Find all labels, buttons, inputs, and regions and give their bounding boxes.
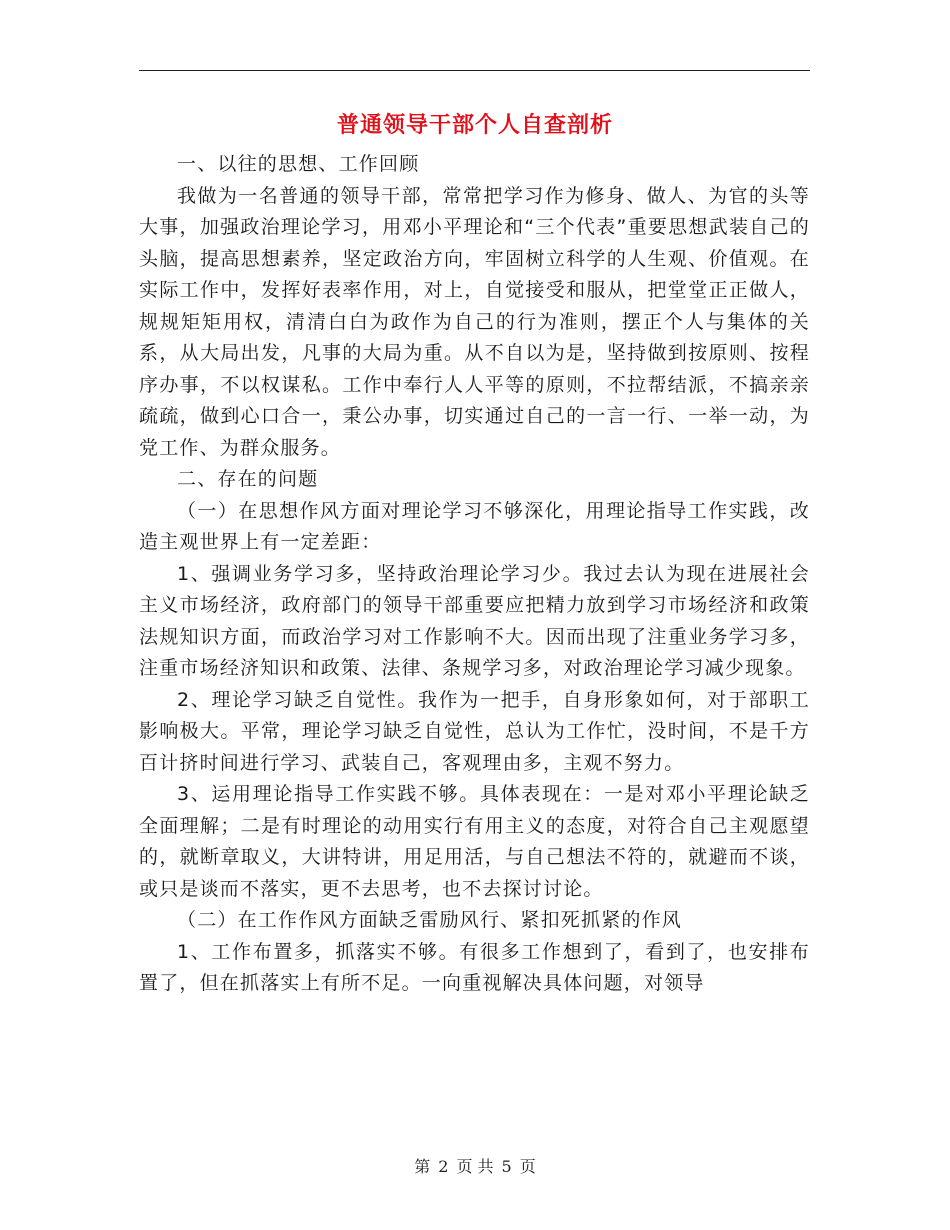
footer-prefix: 第 — [414, 1157, 431, 1176]
current-page-number: 2 — [438, 1157, 449, 1176]
document-body — [139, 149, 810, 1000]
header-rule — [139, 70, 810, 71]
subsection-heading-2: （二）在工作作风方面缺乏雷励风行、紧扣死抓紧的作风 — [177, 909, 683, 931]
body-paragraph: 3、运用理论指导工作实践不够。具体表现在：一是对邓小平理论缺乏全面理解；二是有时理论的动用实行有用主义的态度，对符合自己主观愿望的，就断章取义，大讲特讲，用足用活，与自己想法不符的，就避而不谈，或只是谈而不落实，更不去思考，也不去探讨讨论。 — [139, 783, 810, 900]
section-heading-2: 二、存在的问题 — [177, 468, 319, 490]
subsection-heading-1: （一）在思想作风方面对理论学习不够深化，用理论指导工作实践，改造主观世界上有一定差距： — [139, 499, 810, 553]
body-paragraph: 1、强调业务学习多，坚持政治理论学习少。我过去认为现在进展社会主义市场经济，政府部门的领导干部重要应把精力放到学习市场经济和政策法规知识方面，而政治学习对工作影响不大。因而出现了注重业务学习多，注重市场经济知识和政策、法律、条规学习多，对政治理论学习减少现象。 — [139, 562, 810, 679]
footer-middle: 页 共 — [456, 1157, 494, 1176]
body-paragraph: 2、理论学习缺乏自觉性。我作为一把手，自身形象如何，对于部职工影响极大。平常，理论学习缺乏自觉性，总认为工作忙，没时间，不是千方百计挤时间进行学习、武装自己，客观理由多，主观不努力。 — [139, 688, 810, 774]
document-title: 普通领导干部个人自查剖析 — [336, 112, 613, 138]
footer-suffix: 页 — [519, 1157, 536, 1176]
total-pages-number: 5 — [501, 1157, 512, 1176]
body-paragraph: 1、工作布置多，抓落实不够。有很多工作想到了，看到了，也安排布置了，但在抓落实上有所不足。一向重视解决具体问题，对领导 — [139, 940, 810, 994]
section-heading-1: 一、以往的思想、工作回顾 — [177, 153, 420, 175]
page-number-footer — [0, 1154, 950, 1177]
body-paragraph: 我做为一名普通的领导干部，常常把学习作为修身、做人、为官的头等大事，加强政治理论学习，用邓小平理论和“三个代表”重要思想武装自己的头脑，提高思想素养，坚定政治方向，牢固树立科学的人生观、价值观。在实际工作中，发挥好表率作用，对上，自觉接受和服从，把堂堂正正做人，规规矩矩用权，清清白白为政作为自己的行为准则，摆正个人与集体的关系，从大局出发，凡事的大局为重。从不自以为是，坚持做到按原则、按程序办事，不以权谋私。工作中奉行人人平等的原则，不拉帮结派，不搞亲亲疏疏，做到心口合一，秉公办事，切实通过自己的一言一行、一举一动，为党工作、为群众服务。 — [139, 184, 810, 459]
